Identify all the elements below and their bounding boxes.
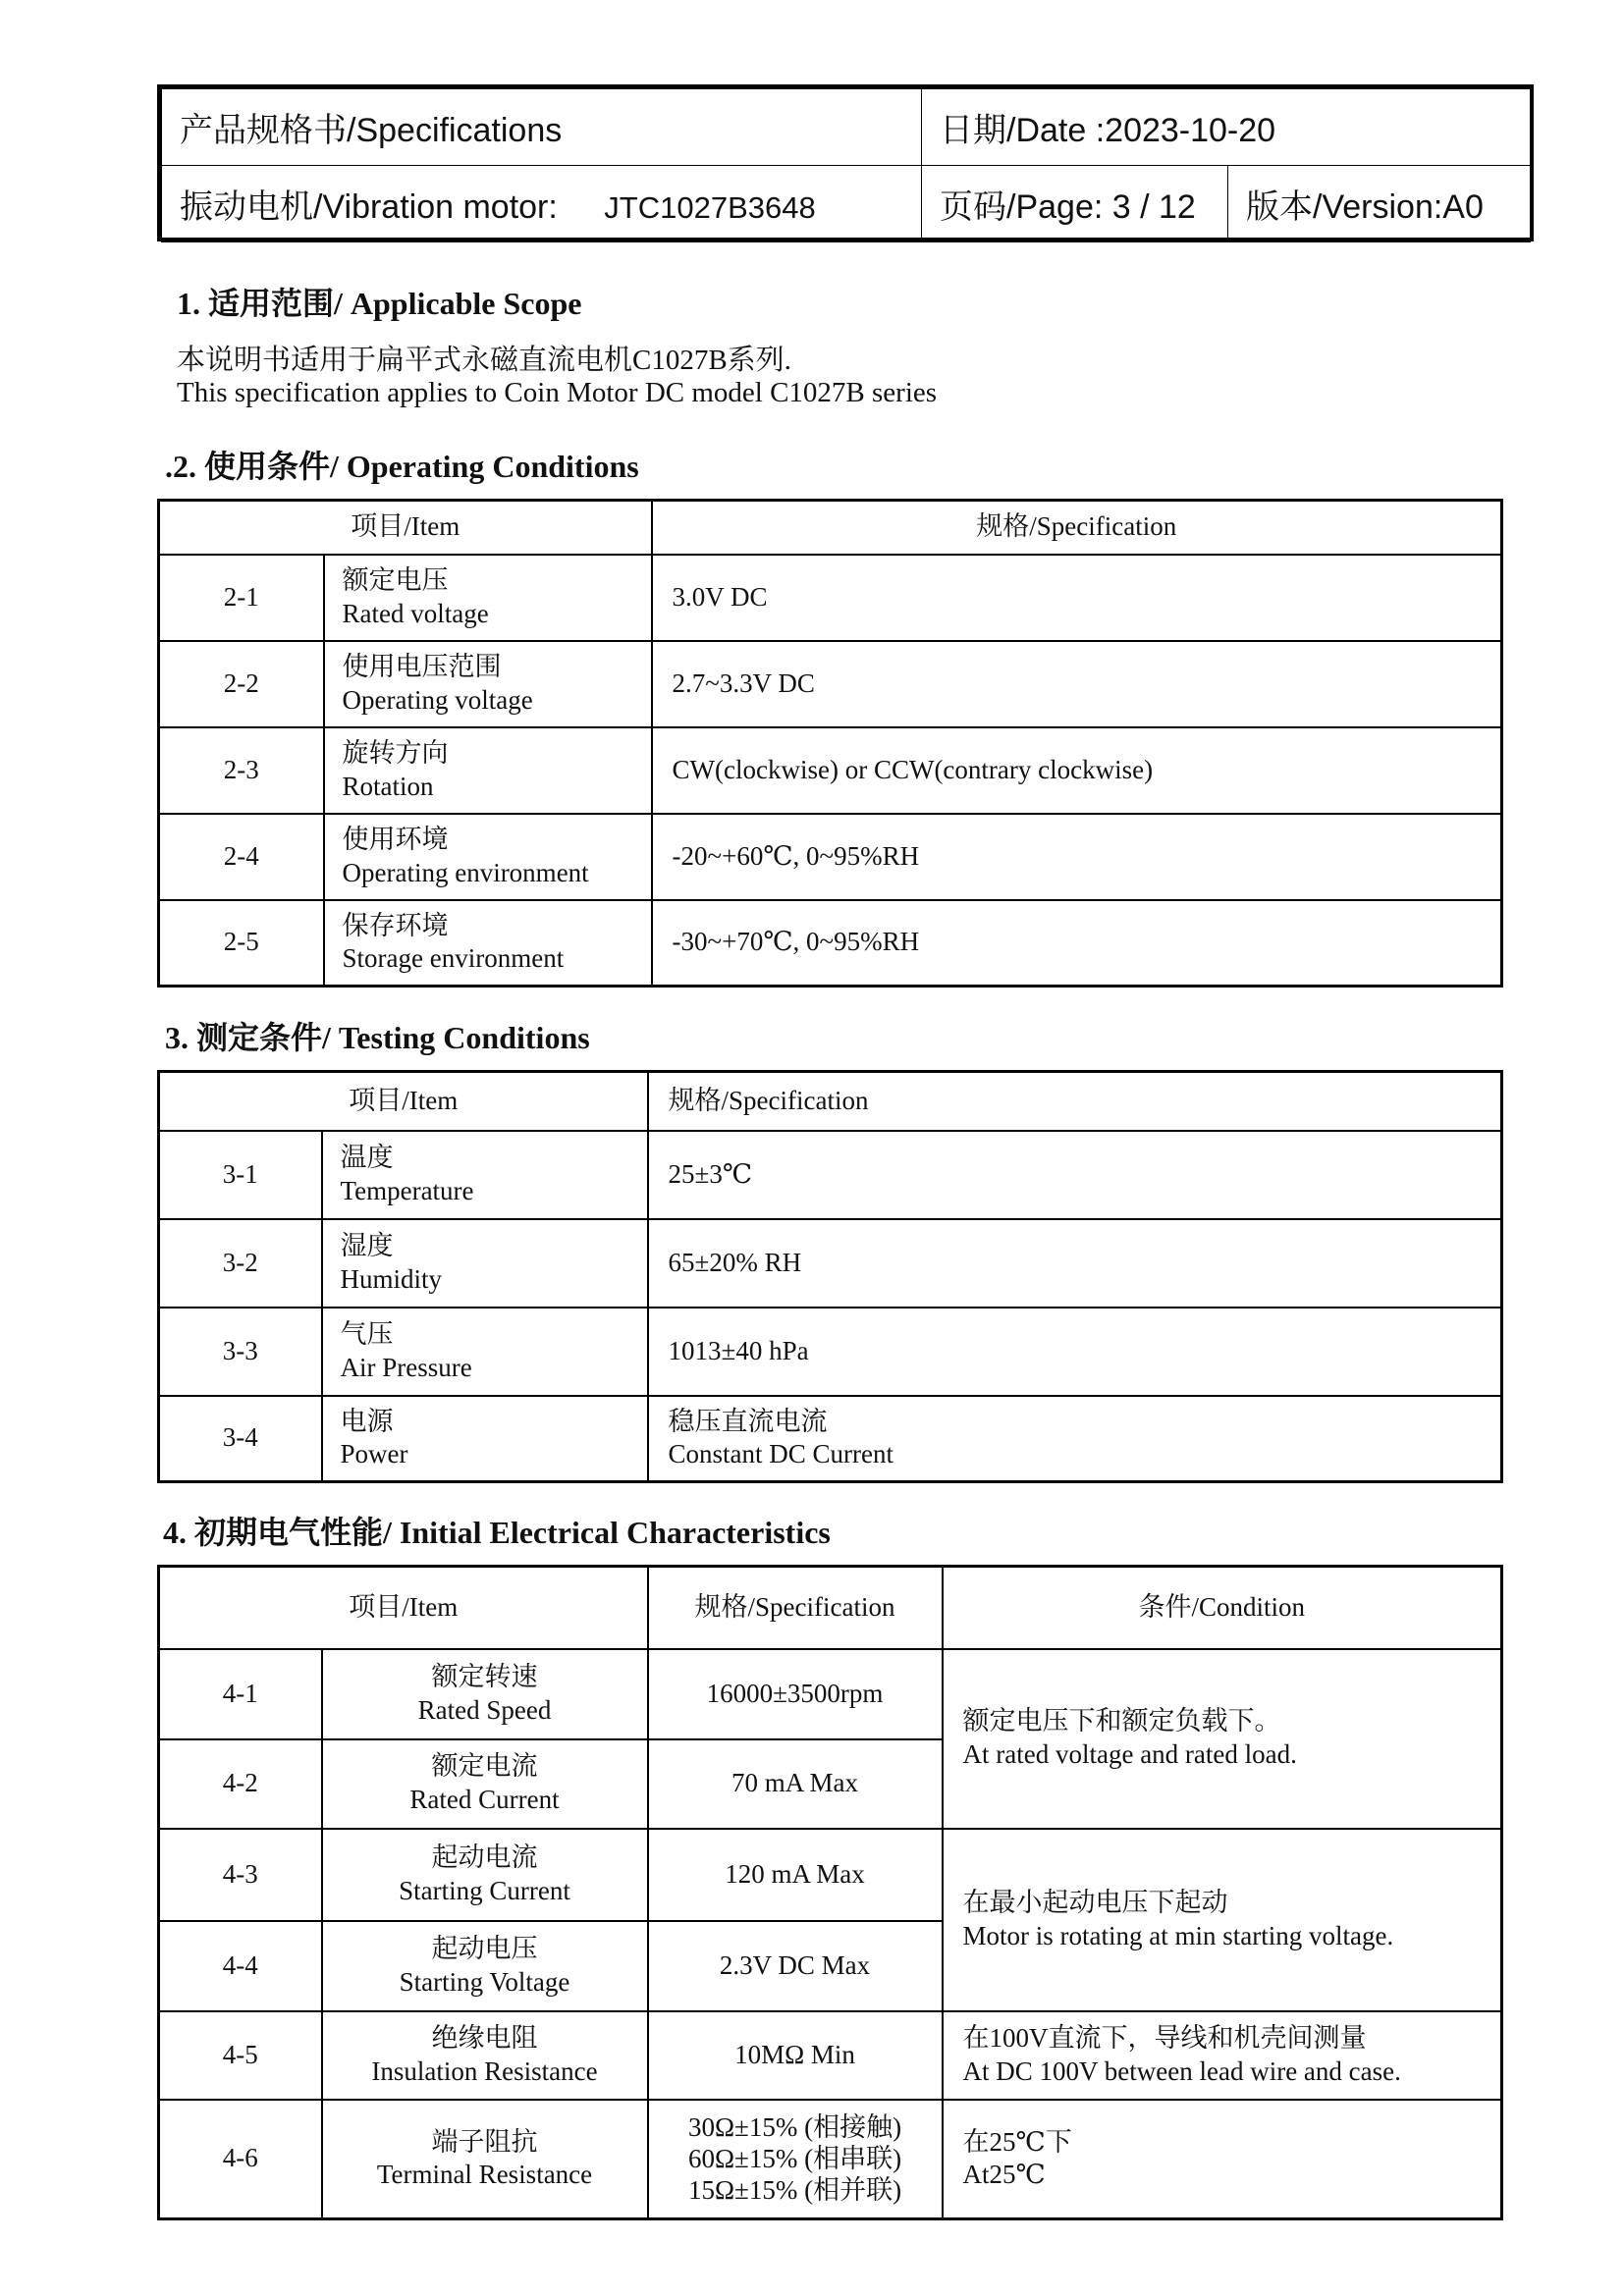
product-name: 振动电机/Vibration motor: (180, 188, 558, 226)
spec-value: 稳压直流电流 Constant DC Current (648, 1396, 1502, 1482)
table-row (159, 555, 1502, 641)
item-name: 保存环境 Storage environment (324, 900, 652, 987)
section1-title: 1. 适用范围/ Applicable Scope (177, 286, 582, 321)
item-name: 使用环境 Operating environment (324, 814, 652, 900)
spec-value: 120 mA Max (648, 1829, 943, 1921)
table-row (159, 2011, 1502, 2100)
row-number: 2-4 (159, 814, 324, 900)
item-name: 起动电流 Starting Current (322, 1829, 648, 1921)
col-header-item: 项目/Item (159, 501, 652, 555)
section4-title: 4. 初期电气性能/ Initial Electrical Characteristics (163, 1515, 831, 1550)
item-name: 电源 Power (322, 1396, 648, 1482)
condition-cell: 额定电压下和额定负载下。 At rated voltage and rated load. (943, 1649, 1502, 1829)
table-row (159, 2100, 1502, 2219)
condition-cell: 在100V直流下，导线和机壳间测量 At DC 100V between lead wire and case. (943, 2011, 1502, 2100)
table-row (159, 1396, 1502, 1482)
table-row (159, 1829, 1502, 1921)
operating-conditions-table (157, 499, 1503, 988)
col-header-spec: 规格/Specification (652, 501, 1502, 555)
item-name: 额定转速 Rated Speed (322, 1649, 648, 1739)
row-number: 2-1 (159, 555, 324, 641)
item-name: 额定电压 Rated voltage (324, 555, 652, 641)
item-name: 湿度 Humidity (322, 1219, 648, 1308)
row-number: 4-5 (159, 2011, 322, 2100)
table-row (159, 727, 1502, 814)
col-header-spec: 规格/Specification (648, 1072, 1502, 1131)
row-number: 3-3 (159, 1308, 322, 1396)
col-header-condition: 条件/Condition (943, 1567, 1502, 1649)
spec-value: -30~+70℃, 0~95%RH (652, 900, 1502, 987)
table-row (159, 814, 1502, 900)
spec-value: 10MΩ Min (648, 2011, 943, 2100)
page-number: 页码/Page: 3 / 12 (922, 166, 1228, 242)
spec-value: -20~+60℃, 0~95%RH (652, 814, 1502, 900)
row-number: 2-3 (159, 727, 324, 814)
table-row (159, 1131, 1502, 1219)
table-header-row (159, 1072, 1502, 1131)
spec-value: 30Ω±15% (相接触) 60Ω±15% (相串联) 15Ω±15% (相并联) (648, 2100, 943, 2219)
item-name: 气压 Air Pressure (322, 1308, 648, 1396)
spec-value: 2.7~3.3V DC (652, 641, 1502, 727)
row-number: 2-5 (159, 900, 324, 987)
spec-value: CW(clockwise) or CCW(contrary clockwise) (652, 727, 1502, 814)
row-number: 4-3 (159, 1829, 322, 1921)
row-number: 4-1 (159, 1649, 322, 1739)
section1-line-cn: 本说明书适用于扁平式永磁直流电机C1027B系列. (177, 345, 791, 376)
spec-value: 2.3V DC Max (648, 1921, 943, 2011)
table-header-row (159, 501, 1502, 555)
spec-value: 1013±40 hPa (648, 1308, 1502, 1396)
table-row (159, 1308, 1502, 1396)
section2-title: .2. 使用条件/ Operating Conditions (165, 449, 639, 484)
spec-value: 65±20% RH (648, 1219, 1502, 1308)
row-number: 2-2 (159, 641, 324, 727)
table-row (159, 1649, 1502, 1739)
section3-title: 3. 测定条件/ Testing Conditions (165, 1020, 590, 1055)
col-header-spec: 规格/Specification (648, 1567, 943, 1649)
electrical-characteristics-table (157, 1565, 1503, 2220)
item-name: 使用电压范围 Operating voltage (324, 641, 652, 727)
document-header (157, 84, 1534, 241)
testing-conditions-table (157, 1070, 1503, 1483)
row-number: 3-2 (159, 1219, 322, 1308)
table-row (159, 641, 1502, 727)
item-name: 温度 Temperature (322, 1131, 648, 1219)
version: 版本/Version:A0 (1228, 166, 1531, 242)
item-name: 额定电流 Rated Current (322, 1739, 648, 1829)
item-name: 旋转方向 Rotation (324, 727, 652, 814)
doc-date: 日期/Date :2023-10-20 (922, 89, 1531, 166)
spec-value: 16000±3500rpm (648, 1649, 943, 1739)
spec-value: 70 mA Max (648, 1739, 943, 1829)
spec-title: 产品规格书/Specifications (162, 89, 922, 166)
spec-value: 25±3℃ (648, 1131, 1502, 1219)
row-number: 3-1 (159, 1131, 322, 1219)
condition-cell: 在25℃下 At25℃ (943, 2100, 1502, 2219)
condition-cell: 在最小起动电压下起动 Motor is rotating at min starting voltage. (943, 1829, 1502, 2011)
item-name: 绝缘电阻 Insulation Resistance (322, 2011, 648, 2100)
model-number: JTC1027B3648 (604, 190, 816, 225)
item-name: 端子阻抗 Terminal Resistance (322, 2100, 648, 2219)
table-header-row (159, 1567, 1502, 1649)
row-number: 4-6 (159, 2100, 322, 2219)
table-row (159, 900, 1502, 987)
spec-value: 3.0V DC (652, 555, 1502, 641)
row-number: 3-4 (159, 1396, 322, 1482)
table-row (159, 1219, 1502, 1308)
item-name: 起动电压 Starting Voltage (322, 1921, 648, 2011)
col-header-item: 项目/Item (159, 1072, 648, 1131)
row-number: 4-2 (159, 1739, 322, 1829)
col-header-item: 项目/Item (159, 1567, 648, 1649)
section1-line-en: This specification applies to Coin Motor DC model C1027B series (177, 377, 938, 408)
row-number: 4-4 (159, 1921, 322, 2011)
